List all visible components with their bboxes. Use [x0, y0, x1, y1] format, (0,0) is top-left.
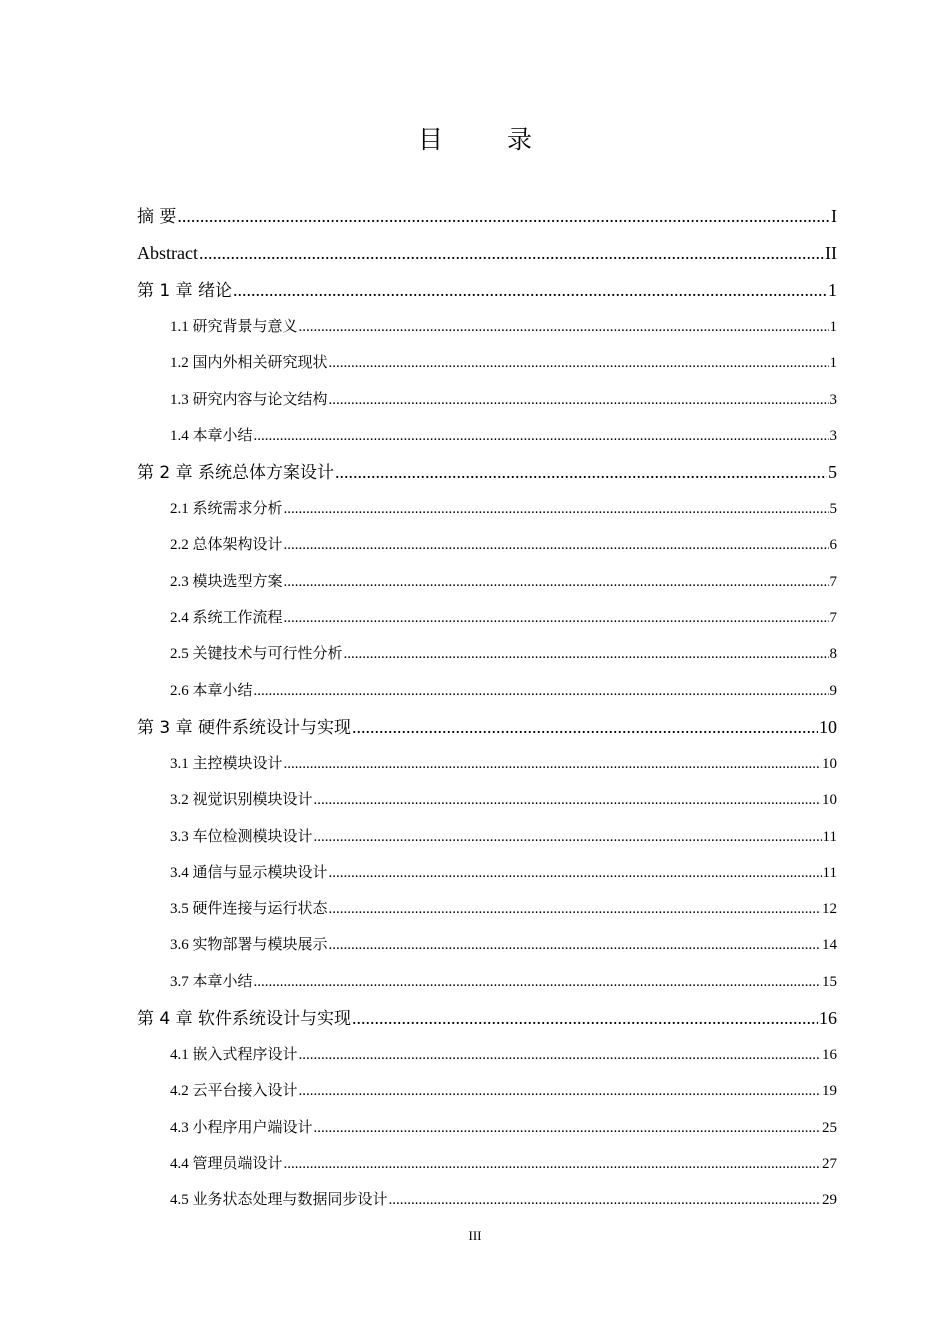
toc-leader-dots: [284, 527, 829, 563]
toc-section-entry[interactable]: [137, 1037, 837, 1073]
toc-chapter-entry[interactable]: [137, 1000, 837, 1037]
toc-leader-dots: [335, 454, 827, 491]
toc-page-number: 7: [829, 573, 837, 590]
toc-leader-dots: [254, 964, 821, 1000]
toc-entry-title: 1.3 研究内容与论文结构: [170, 391, 328, 408]
toc-entry-title: 4.4 管理员端设计: [170, 1155, 283, 1172]
table-of-contents: [137, 198, 837, 1219]
toc-entry-title: 第 2 章 系统总体方案设计: [137, 463, 335, 484]
toc-page-number: 10: [822, 755, 837, 772]
toc-leader-dots: [329, 927, 821, 963]
toc-page-number: 1: [828, 280, 837, 300]
toc-chapter-entry[interactable]: [137, 235, 837, 272]
toc-entry-title: 1.1 研究背景与意义: [170, 319, 298, 335]
toc-entry-title: 3.1 主控模块设计: [170, 755, 283, 772]
page-title: 目 录: [418, 125, 560, 154]
toc-section-entry[interactable]: [137, 964, 837, 1000]
toc-section-entry[interactable]: [137, 345, 837, 381]
toc-page-number: 15: [822, 973, 837, 990]
toc-section-entry[interactable]: [137, 819, 837, 855]
toc-leader-dots: [233, 272, 827, 309]
toc-leader-dots: [329, 855, 822, 891]
toc-entry-title: 2.5 关键技术与可行性分析: [170, 646, 343, 663]
toc-leader-dots: [284, 1146, 821, 1182]
toc-entry-title: Abstract: [137, 243, 198, 263]
toc-entry-title: 1.2 国内外相关研究现状: [170, 355, 328, 372]
toc-chapter-entry[interactable]: [137, 272, 837, 309]
toc-entry-title: 2.3 模块选型方案: [170, 573, 283, 590]
toc-entry-title: 3.7 本章小结: [170, 973, 253, 990]
toc-section-entry[interactable]: [137, 673, 837, 709]
toc-page-number: I: [831, 206, 837, 226]
toc-section-entry[interactable]: [137, 891, 837, 927]
toc-page-number: 8: [829, 646, 837, 663]
toc-leader-dots: [314, 819, 822, 855]
toc-entry-title: 3.2 视觉识别模块设计: [170, 792, 313, 809]
toc-entry-title: 3.4 通信与显示模块设计: [170, 864, 328, 881]
toc-leader-dots: [344, 636, 829, 672]
toc-page-number: 1: [829, 355, 837, 372]
toc-entry-title: 2.6 本章小结: [170, 682, 253, 699]
toc-page-number: 16: [819, 1008, 837, 1029]
toc-leader-dots: [299, 1037, 821, 1073]
toc-leader-dots: [254, 673, 829, 709]
toc-section-entry[interactable]: [137, 855, 837, 891]
toc-leader-dots: [199, 235, 824, 272]
toc-section-entry[interactable]: [137, 382, 837, 418]
toc-entry-title: 2.1 系统需求分析: [170, 501, 283, 518]
toc-leader-dots: [177, 198, 830, 235]
toc-entry-title: 3.6 实物部署与模块展示: [170, 937, 328, 954]
toc-page-number: 7: [829, 610, 837, 627]
toc-page-number: 9: [829, 682, 837, 699]
toc-section-entry[interactable]: [137, 782, 837, 818]
toc-entry-title: 第 1 章 绪论: [137, 281, 233, 301]
toc-page-number: 10: [822, 792, 837, 809]
page-number: III: [468, 1228, 482, 1243]
toc-entry-title: 4.1 嵌入式程序设计: [170, 1047, 298, 1064]
toc-entry-title: 2.2 总体架构设计: [170, 537, 283, 554]
toc-section-entry[interactable]: [137, 1073, 837, 1109]
toc-leader-dots: [284, 491, 829, 527]
toc-leader-dots: [329, 345, 829, 381]
toc-page-number: 5: [829, 501, 837, 518]
toc-page-number: 29: [822, 1192, 837, 1209]
toc-leader-dots: [329, 382, 829, 418]
toc-page-number: 27: [822, 1155, 837, 1172]
toc-chapter-entry[interactable]: [137, 709, 837, 746]
toc-section-entry[interactable]: [137, 527, 837, 563]
toc-page-number: II: [825, 243, 837, 263]
toc-leader-dots: [299, 309, 829, 345]
toc-section-entry[interactable]: [137, 418, 837, 454]
toc-entry-title: 第 4 章 软件系统设计与实现: [137, 1009, 352, 1030]
toc-page-number: 11: [822, 864, 837, 881]
toc-leader-dots: [284, 600, 829, 636]
toc-entry-title: 4.3 小程序用户端设计: [170, 1119, 313, 1136]
toc-page-number: 5: [828, 462, 837, 483]
toc-section-entry[interactable]: [137, 309, 837, 345]
toc-section-entry[interactable]: [137, 746, 837, 782]
toc-leader-dots: [284, 564, 829, 600]
toc-leader-dots: [314, 1110, 821, 1146]
toc-section-entry[interactable]: [137, 636, 837, 672]
toc-leader-dots: [389, 1182, 821, 1218]
toc-page-number: 25: [822, 1119, 837, 1136]
toc-section-entry[interactable]: [137, 1182, 837, 1218]
toc-entry-title: 4.5 业务状态处理与数据同步设计: [170, 1192, 388, 1209]
toc-chapter-entry[interactable]: [137, 198, 837, 235]
toc-leader-dots: [329, 891, 821, 927]
toc-page-number: 11: [822, 828, 837, 845]
toc-chapter-entry[interactable]: [137, 454, 837, 491]
toc-leader-dots: [299, 1073, 821, 1109]
toc-entry-title: 3.5 硬件连接与运行状态: [170, 901, 328, 918]
toc-leader-dots: [254, 418, 829, 454]
toc-page-number: 10: [819, 716, 837, 737]
toc-entry-title: 4.2 云平台接入设计: [170, 1083, 298, 1100]
toc-entry-title: 第 3 章 硬件系统设计与实现: [137, 717, 352, 738]
toc-page-number: 3: [829, 427, 837, 444]
toc-leader-dots: [352, 1000, 818, 1037]
toc-leader-dots: [314, 782, 821, 818]
toc-page-number: 6: [829, 537, 837, 554]
toc-entry-title: 2.4 系统工作流程: [170, 610, 283, 627]
toc-page-number: 3: [829, 391, 837, 408]
toc-section-entry[interactable]: [137, 600, 837, 636]
toc-page-number: 1: [829, 319, 837, 335]
toc-entry-title: 摘 要: [137, 207, 177, 227]
toc-section-entry[interactable]: [137, 1146, 837, 1182]
toc-page-number: 19: [822, 1083, 837, 1100]
toc-entry-title: 1.4 本章小结: [170, 427, 253, 444]
toc-entry-title: 3.3 车位检测模块设计: [170, 828, 313, 845]
toc-section-entry[interactable]: [137, 491, 837, 527]
toc-section-entry[interactable]: [137, 564, 837, 600]
toc-page-number: 12: [822, 901, 837, 918]
toc-page-number: 14: [822, 937, 837, 954]
toc-leader-dots: [352, 709, 818, 746]
toc-section-entry[interactable]: [137, 1110, 837, 1146]
toc-page-number: 16: [822, 1047, 837, 1064]
toc-section-entry[interactable]: [137, 927, 837, 963]
toc-leader-dots: [284, 746, 821, 782]
